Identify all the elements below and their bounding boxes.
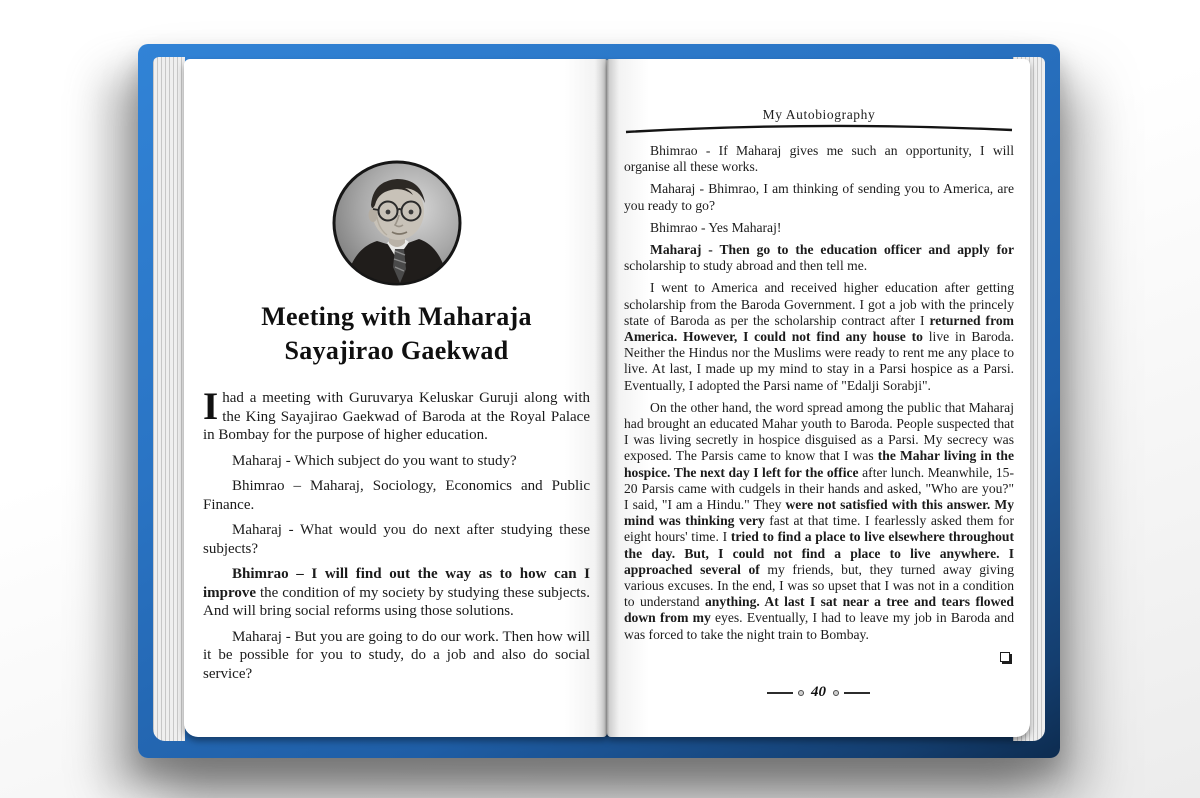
paragraph: Maharaj - Bhimrao, I am thinking of sending you to America, are you ready to go? (624, 181, 1014, 213)
page-number-dot-left (798, 690, 804, 696)
page-right (607, 59, 1030, 737)
page-left (184, 59, 607, 737)
paragraph: Maharaj - Then go to the education officer and apply for scholarship to study abroad and then tell me. (624, 242, 1014, 274)
paragraph: Maharaj - Which subject do you want to study? (232, 452, 517, 469)
running-header: My Autobiography (762, 107, 876, 122)
drop-cap: I (203, 385, 219, 428)
open-book (138, 44, 1060, 758)
paragraph: Bhimrao - If Maharaj gives me such an opportunity, I will organise all these works. (624, 143, 1014, 175)
paragraph: Maharaj - What would you do next after studying these subjects? (203, 522, 590, 557)
book-spine (595, 59, 619, 737)
chapter-end-mark (624, 649, 1014, 667)
end-square-icon (1000, 652, 1010, 662)
chapter-title-line2: Sayajirao Gaekwad (284, 336, 509, 365)
paragraph: Bhimrao – I will find out the way as to how can I improve the condition of my society by studying these subjects. And will bring social reforms using those solutions. (203, 566, 590, 619)
page-number-value: 40 (811, 684, 826, 700)
paragraph: Maharaj - But you are going to do our work. Then how will it be possible for you to study, do a job and also do social service? (203, 628, 590, 682)
left-page-body (203, 385, 590, 683)
paragraph: Bhimrao - Yes Maharaj! (650, 219, 782, 235)
paragraph: Ihad a meeting with Guruvarya Keluskar Guruji along with the King Sayajirao Gaekwad of Baroda at the Royal Palace in Bombay for the purpose of higher education. (203, 385, 590, 443)
page-number-dot-right (833, 690, 839, 696)
page-number-dash-right (844, 692, 870, 694)
paragraph: On the other hand, the word spread among the public that Maharaj had brought an educated Mahar youth to Baroda. People suspected that I was living secretly in hospice disguised as a Parsi. My secrecy was exposed. The Parsis came to know that I was the Mahar living in the hospice. The next day I left for the office after lunch. Meanwhile, 15-20 Parsis came with cudgels in their hands and asked, "Who are you?" I said, "I am a Hindu." They were not satisfied with this answer. My mind was thinking very fast at that time. I fearlessly asked them for eight hours' time. I tried to find a place to live elsewhere throughout the day. But, I could not find a place to live anywhere. I approached several of my friends, but, they turned away giving various excuses. In the end, I was so upset that I was not in a condition to understand anything. At last I sat near a tree and tears flowed down from my eyes. Eventually, I had to leave my job in Baroda and was forced to take the night train to Bombay. (624, 399, 1015, 642)
ambedkar-portrait-photo (331, 159, 463, 287)
paragraph: Bhimrao – Maharaj, Sociology, Economics and Public Finance. (203, 478, 590, 513)
page-number (607, 684, 1030, 701)
page-number-dash-left (767, 692, 793, 694)
chapter-title (203, 300, 590, 368)
paragraph: I went to America and received higher education after getting scholarship from the Baroda Government. I got a job with the princely state of Baroda as per the scholarship contract after I returned from America. However, I could not find any house to live in Baroda. Neither the Hindus nor the Muslims were ready to rent me any place to live. At last, I made up my mind to stay in a Parsi hospice as a Parsi. Eventually, I adopted the Parsi name of "Edalji Sorabji". (624, 280, 1014, 393)
page-edge-stack-left (153, 57, 185, 741)
right-page-body (624, 143, 1014, 643)
chapter-title-line1: Meeting with Maharaja (261, 302, 532, 331)
header-rule (624, 124, 1014, 134)
